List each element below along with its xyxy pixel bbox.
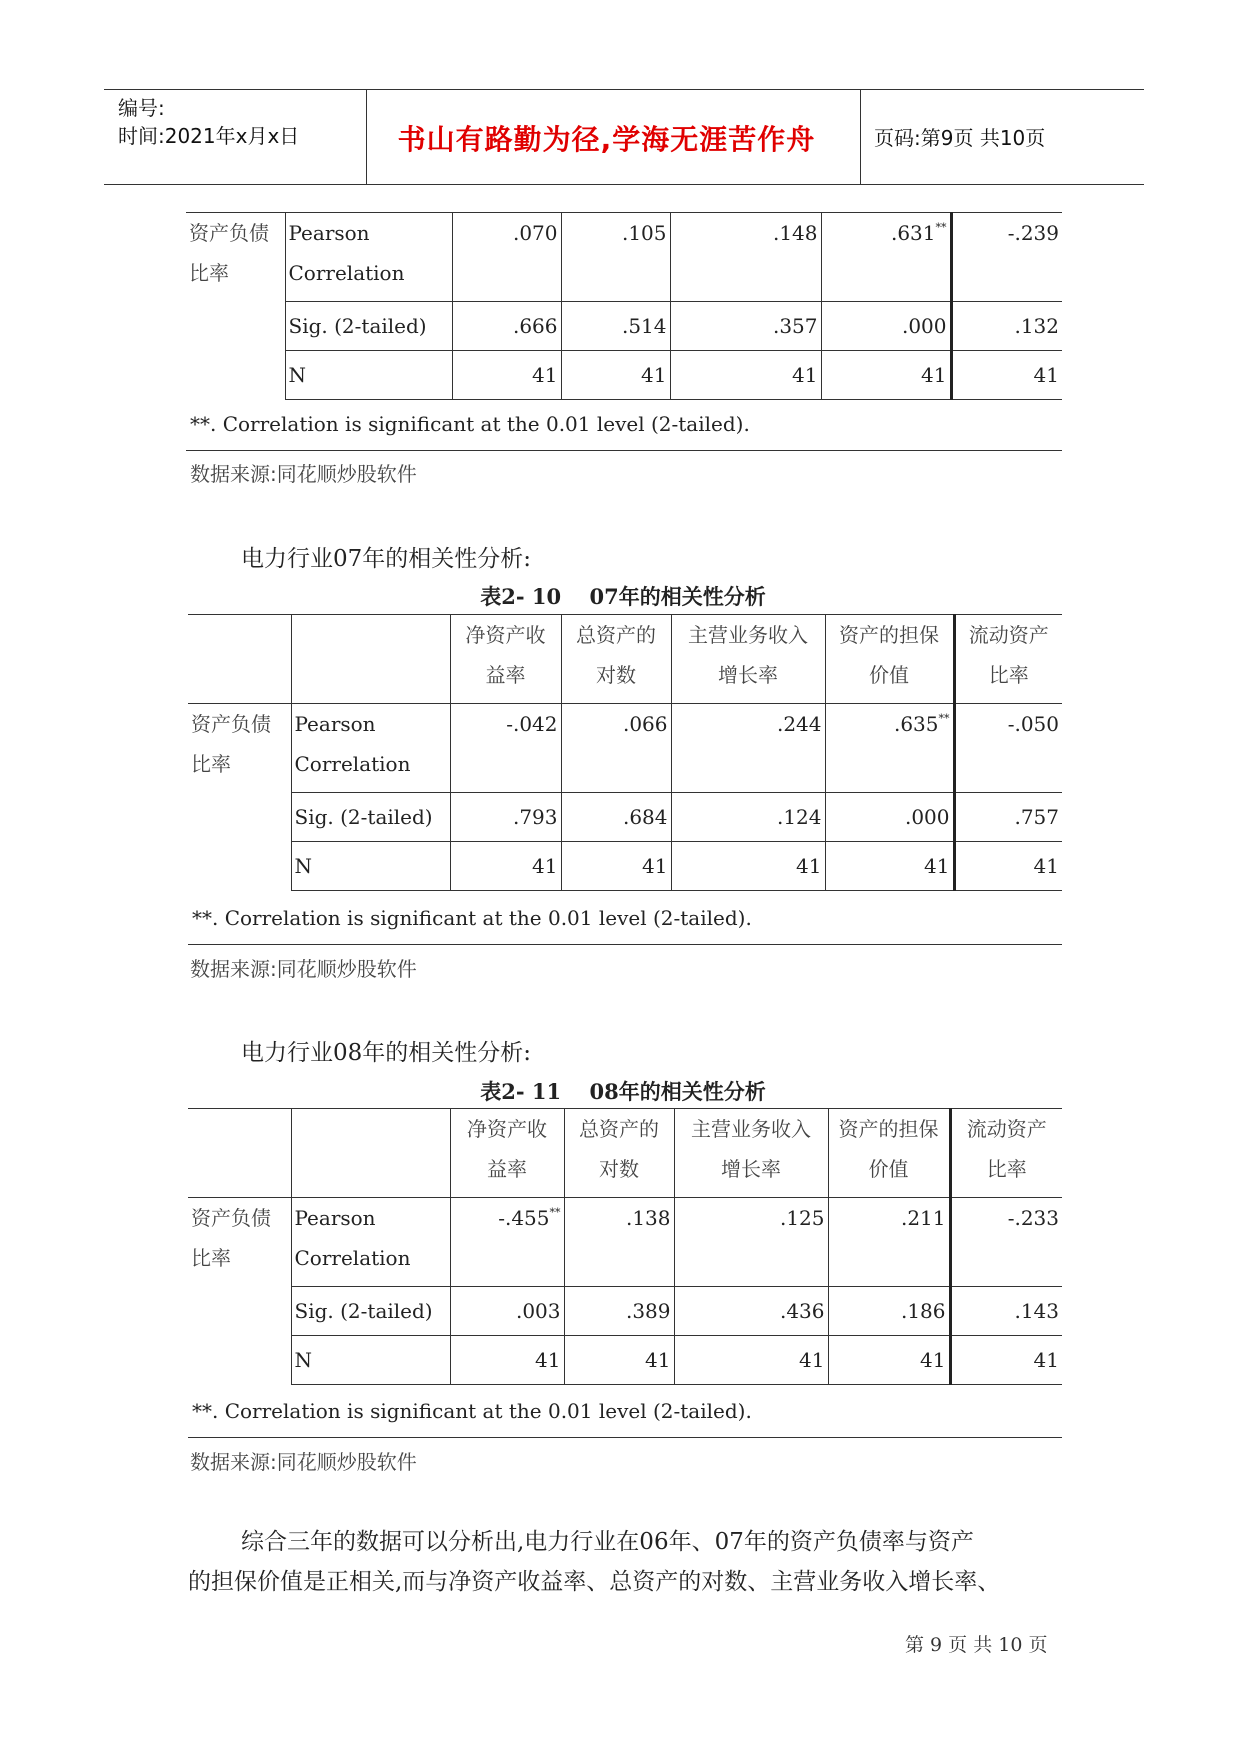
table-cell: .436: [674, 1287, 828, 1336]
stat-label: Pearson Correlation: [291, 704, 450, 793]
table-cell: -.455**: [450, 1198, 564, 1287]
table-cell: .186: [828, 1287, 950, 1336]
conclusion-line: 综合三年的数据可以分析出,电力行业在06年、07年的资产负债率与资产: [241, 1529, 974, 1555]
table-cell: 41: [450, 1336, 564, 1385]
table-row: [188, 793, 1062, 842]
table-cell: .003: [450, 1287, 564, 1336]
row-label: 资产负债 比率: [191, 712, 271, 776]
table-row: [188, 842, 1062, 891]
table-cell: .125: [674, 1198, 828, 1287]
table-cell: 41: [561, 842, 671, 891]
conclusion-paragraph: [188, 1522, 1068, 1602]
time-label: 时间:2021年x月x日: [118, 124, 300, 148]
table-cell: 41: [950, 1336, 1062, 1385]
corner-cell: [188, 1109, 291, 1198]
table-cell: 41: [670, 351, 821, 400]
table-cell: .211: [828, 1198, 950, 1287]
table-header-row: [188, 1109, 1062, 1198]
stat-label: Sig. (2-tailed): [285, 302, 452, 351]
header-page-info: 页码:第9页 共10页: [874, 126, 1046, 150]
data-source: 数据来源:同花顺炒股软件: [190, 462, 417, 486]
column-header: 主营业务收入 增长率: [674, 1109, 828, 1198]
stat-label: Sig. (2-tailed): [291, 1287, 450, 1336]
stat-label: Pearson Correlation: [291, 1198, 450, 1287]
stat-label: N: [285, 351, 452, 400]
table-cell: 41: [825, 842, 954, 891]
table-cell: .631**: [821, 213, 951, 302]
stat-label: Pearson Correlation: [285, 213, 452, 302]
table-cell: 41: [821, 351, 951, 400]
table-cell: .666: [452, 302, 561, 351]
column-header: 总资产的 对数: [564, 1109, 674, 1198]
table-cell: -.050: [954, 704, 1062, 793]
page-footer: 第 9 页 共 10 页: [905, 1634, 1048, 1656]
column-header: 净资产收 益率: [450, 615, 561, 704]
table-cell: .000: [821, 302, 951, 351]
table-cell: 41: [954, 842, 1062, 891]
column-header: 总资产的 对数: [561, 615, 671, 704]
table-cell: -.239: [951, 213, 1062, 302]
table-row: [186, 302, 1062, 351]
table-row: [188, 704, 1062, 793]
table-cell: 41: [674, 1336, 828, 1385]
significance-note: **. Correlation is significant at the 0.01 level (2-tailed).: [192, 906, 752, 930]
significance-note: **. Correlation is significant at the 0.01 level (2-tailed).: [190, 412, 750, 436]
table-cell: .244: [671, 704, 825, 793]
row-label: 资产负债 比率: [186, 213, 285, 400]
table-cell: 41: [564, 1336, 674, 1385]
correlation-table-08: [188, 1108, 1062, 1385]
column-header: 净资产收 益率: [450, 1109, 564, 1198]
column-header: 流动资产 比率: [950, 1109, 1062, 1198]
table-cell: 41: [671, 842, 825, 891]
table-cell: .684: [561, 793, 671, 842]
table-cell: .132: [951, 302, 1062, 351]
table-row: [186, 351, 1062, 400]
table-cell: .148: [670, 213, 821, 302]
header-meta: [118, 94, 299, 150]
stat-label: N: [291, 1336, 450, 1385]
table-cell: .070: [452, 213, 561, 302]
conclusion-line: 的担保价值是正相关,而与净资产收益率、总资产的对数、主营业务收入增长率、: [188, 1569, 1001, 1595]
table-cell: .143: [950, 1287, 1062, 1336]
section-heading-07: 电力行业07年的相关性分析:: [241, 546, 532, 572]
table-cell: 41: [452, 351, 561, 400]
section-heading-08: 电力行业08年的相关性分析:: [241, 1040, 532, 1066]
table-caption-08: 表2- 11 08年的相关性分析: [480, 1079, 766, 1104]
corner-cell: [291, 615, 450, 704]
serial-label: 编号:: [118, 96, 165, 120]
table-cell: .066: [561, 704, 671, 793]
table-cell: .757: [954, 793, 1062, 842]
data-source: 数据来源:同花顺炒股软件: [190, 1450, 417, 1474]
table-row: [188, 1198, 1062, 1287]
column-header: 主营业务收入 增长率: [671, 615, 825, 704]
table-cell: .000: [825, 793, 954, 842]
table-cell: .514: [561, 302, 670, 351]
correlation-table-07: [188, 614, 1062, 891]
stat-label: Sig. (2-tailed): [291, 793, 450, 842]
header-motto: 书山有路勤为径,学海无涯苦作舟: [397, 123, 816, 156]
table-cell: 41: [450, 842, 561, 891]
table-cell: 41: [561, 351, 670, 400]
correlation-table-06-continued: [186, 212, 1062, 400]
data-source: 数据来源:同花顺炒股软件: [190, 957, 417, 981]
table-cell: -.233: [950, 1198, 1062, 1287]
table-cell: 41: [828, 1336, 950, 1385]
table-divider: [188, 944, 1062, 945]
page-header: [104, 89, 1144, 185]
table-cell: .635**: [825, 704, 954, 793]
table-divider: [188, 1437, 1062, 1438]
column-header: 流动资产 比率: [954, 615, 1062, 704]
corner-cell: [291, 1109, 450, 1198]
table-row: [188, 1287, 1062, 1336]
table-cell: .105: [561, 213, 670, 302]
table-row: [186, 213, 1062, 302]
significance-note: **. Correlation is significant at the 0.01 level (2-tailed).: [192, 1399, 752, 1423]
table-cell: .793: [450, 793, 561, 842]
table-cell: .389: [564, 1287, 674, 1336]
stat-label: N: [291, 842, 450, 891]
corner-cell: [188, 615, 291, 704]
column-header: 资产的担保 价值: [828, 1109, 950, 1198]
table-cell: .357: [670, 302, 821, 351]
table-caption-07: 表2- 10 07年的相关性分析: [480, 584, 766, 609]
table-header-row: [188, 615, 1062, 704]
table-row: [188, 1336, 1062, 1385]
row-label: 资产负债 比率: [191, 1206, 271, 1270]
table-cell: .124: [671, 793, 825, 842]
table-cell: -.042: [450, 704, 561, 793]
header-divider-right: [860, 90, 861, 184]
table-cell: 41: [951, 351, 1062, 400]
table-cell: .138: [564, 1198, 674, 1287]
column-header: 资产的担保 价值: [825, 615, 954, 704]
table-divider: [186, 450, 1062, 451]
